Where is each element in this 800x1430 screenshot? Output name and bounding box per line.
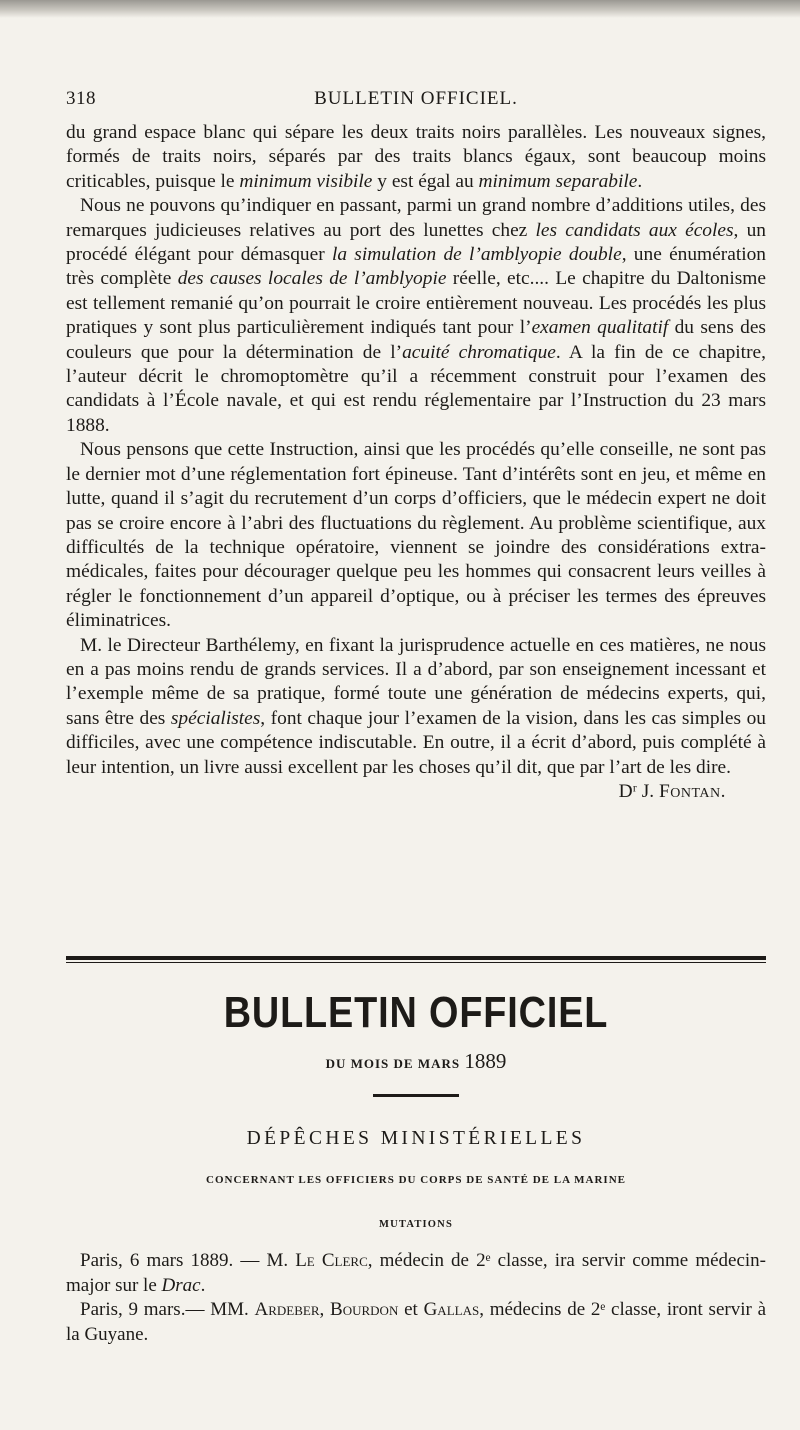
italic-term: minimum visibile: [239, 170, 373, 192]
text-run: M. le Directeur Barthélemy, en fixant la jurisprudence actuelle en ces matières, ne nous en a pas moins rendu de grands services. Il a d’abord, par son enseignement incessant et l’exemple même de sa pratique, formé toute une génération de médecins experts, qui, sans être des: [66, 634, 766, 729]
signature-line: [66, 780, 766, 804]
text-run: . A la fin de ce chapitre, l’auteur décrit le chromoptomètre qu’il a récemment construit pour l’examen des candidats à l’École navale, et qui est rendu réglementaire par l’Instruction du 23 mars 1888.: [66, 341, 766, 436]
text-run: , médecins de 2ᵉ classe, iront servir à la Guyane.: [66, 1299, 766, 1345]
text-run: , un procédé élégant pour démasquer: [66, 219, 766, 266]
officer-name: Bourdon: [330, 1299, 399, 1320]
paragraph-1: [66, 121, 766, 194]
signature: [619, 780, 766, 804]
text-run: .: [637, 170, 643, 192]
section-title: DÉPÊCHES MINISTÉRIELLES: [246, 1128, 586, 1149]
text-run: y est égal au: [372, 170, 479, 192]
bulletin-subtitle: [66, 1049, 766, 1074]
text-run: Nous ne pouvons qu’indiquer en passant, parmi un grand nombre d’additions utiles, des remarques judicieuses relatives au port des lunettes chez: [66, 195, 766, 241]
signature-prefix: Dʳ J.: [618, 780, 659, 802]
running-title: BULLETIN OFFICIEL.: [314, 88, 518, 109]
text-run: Paris, 9 mars.— MM.: [80, 1299, 255, 1320]
italic-term: spécialistes: [170, 707, 261, 729]
text-run: , médecin de 2ᵉ classe, ira servir comme médecin-major sur le: [66, 1250, 767, 1296]
italic-term: minimum separabile: [478, 170, 638, 192]
paragraph-2: [66, 194, 766, 438]
mutation-entry: [66, 1249, 766, 1298]
section-divider-thick: [66, 956, 766, 960]
ship-name: Drac: [161, 1274, 201, 1296]
italic-term: la simulation de l’amblyopie double: [331, 244, 622, 266]
signature-name: Fontan.: [658, 780, 726, 802]
review-body: [66, 121, 766, 804]
page-number: 318: [66, 88, 96, 109]
mutations-heading: MUTATIONS: [379, 1219, 453, 1230]
scan-edge: [0, 0, 800, 18]
text-run: , une énumération très complète: [66, 244, 766, 290]
subtitle-year: 1889: [464, 1049, 507, 1073]
running-head: [66, 88, 766, 112]
section-subtitle: CONCERNANT LES OFFICIERS DU CORPS DE SANTÉ DE LA MARINE: [206, 1174, 626, 1186]
text-run: du sens des couleurs que pour la détermination de l’: [66, 317, 766, 363]
text-run: , font chaque jour l’examen de la vision, dans les cas simples ou difficiles, avec une compétence indiscutable. En outre, il a écrit d’abord, puis complété à leur intention, un livre aussi excellent par les choses qu’il dit, que par l’art de les dire.: [66, 707, 767, 778]
text-run: Paris, 6 mars 1889. — M.: [80, 1250, 296, 1271]
text-run: .: [200, 1274, 206, 1296]
text-run: réelle, etc.... Le chapitre du Daltonisme est tellement remanié qu’on pourrait le croire entièrement nouveau. Les procédés les plus pratiques y sont plus particulièrement indiqués tant pour l’: [66, 268, 767, 339]
title-underline: [373, 1094, 459, 1097]
text-run: du grand espace blanc qui sépare les deux traits noirs parallèles. Les nouveaux signes, formés de traits noirs, séparés par des traits blancs égaux, sont beaucoup moins criticables, puisque le: [66, 122, 766, 192]
subtitle-text: DU MOIS DE MARS: [325, 1056, 465, 1071]
italic-term: examen qualitatif: [531, 317, 669, 339]
text-run: ,: [319, 1299, 331, 1320]
mutation-entry: [66, 1298, 766, 1347]
paragraph-4: [66, 634, 766, 780]
officer-name: Gallas: [423, 1299, 480, 1320]
text-run: et: [398, 1299, 424, 1320]
paragraph-3: Nous pensons que cette Instruction, ainsi que les procédés qu’elle conseille, ne sont pas le dernier mot d’une réglementation fort épineuse. Tant d’intérêts sont en jeu, et même en lutte, quand il s’agit du recrutement d’un corps d’officiers, que le médecin expert ne doit pas se croire encore à l’abri des fluctuations du règlement. Au problème scientifique, aux difficultés de la technique opératoire, viennent se joindre des considérations extra-médicales, faites pour décourager quelque peu les hommes qui consacrent leurs veilles à régler le fonctionnement d’un appareil d’optique, ou à préciser les termes des épreuves éliminatrices.: [66, 439, 766, 632]
section-divider-thin: [66, 962, 766, 963]
mutations-list: [66, 1249, 766, 1347]
officer-name: Le Clerc: [295, 1250, 368, 1271]
italic-term: acuité chromatique: [402, 341, 556, 363]
italic-term: des causes locales de l’amblyopie: [177, 268, 447, 290]
bulletin-title: BULLETIN OFFICIEL: [223, 988, 609, 1037]
italic-term: les candidats aux écoles: [535, 219, 734, 241]
officer-name: Ardeber: [254, 1299, 320, 1320]
